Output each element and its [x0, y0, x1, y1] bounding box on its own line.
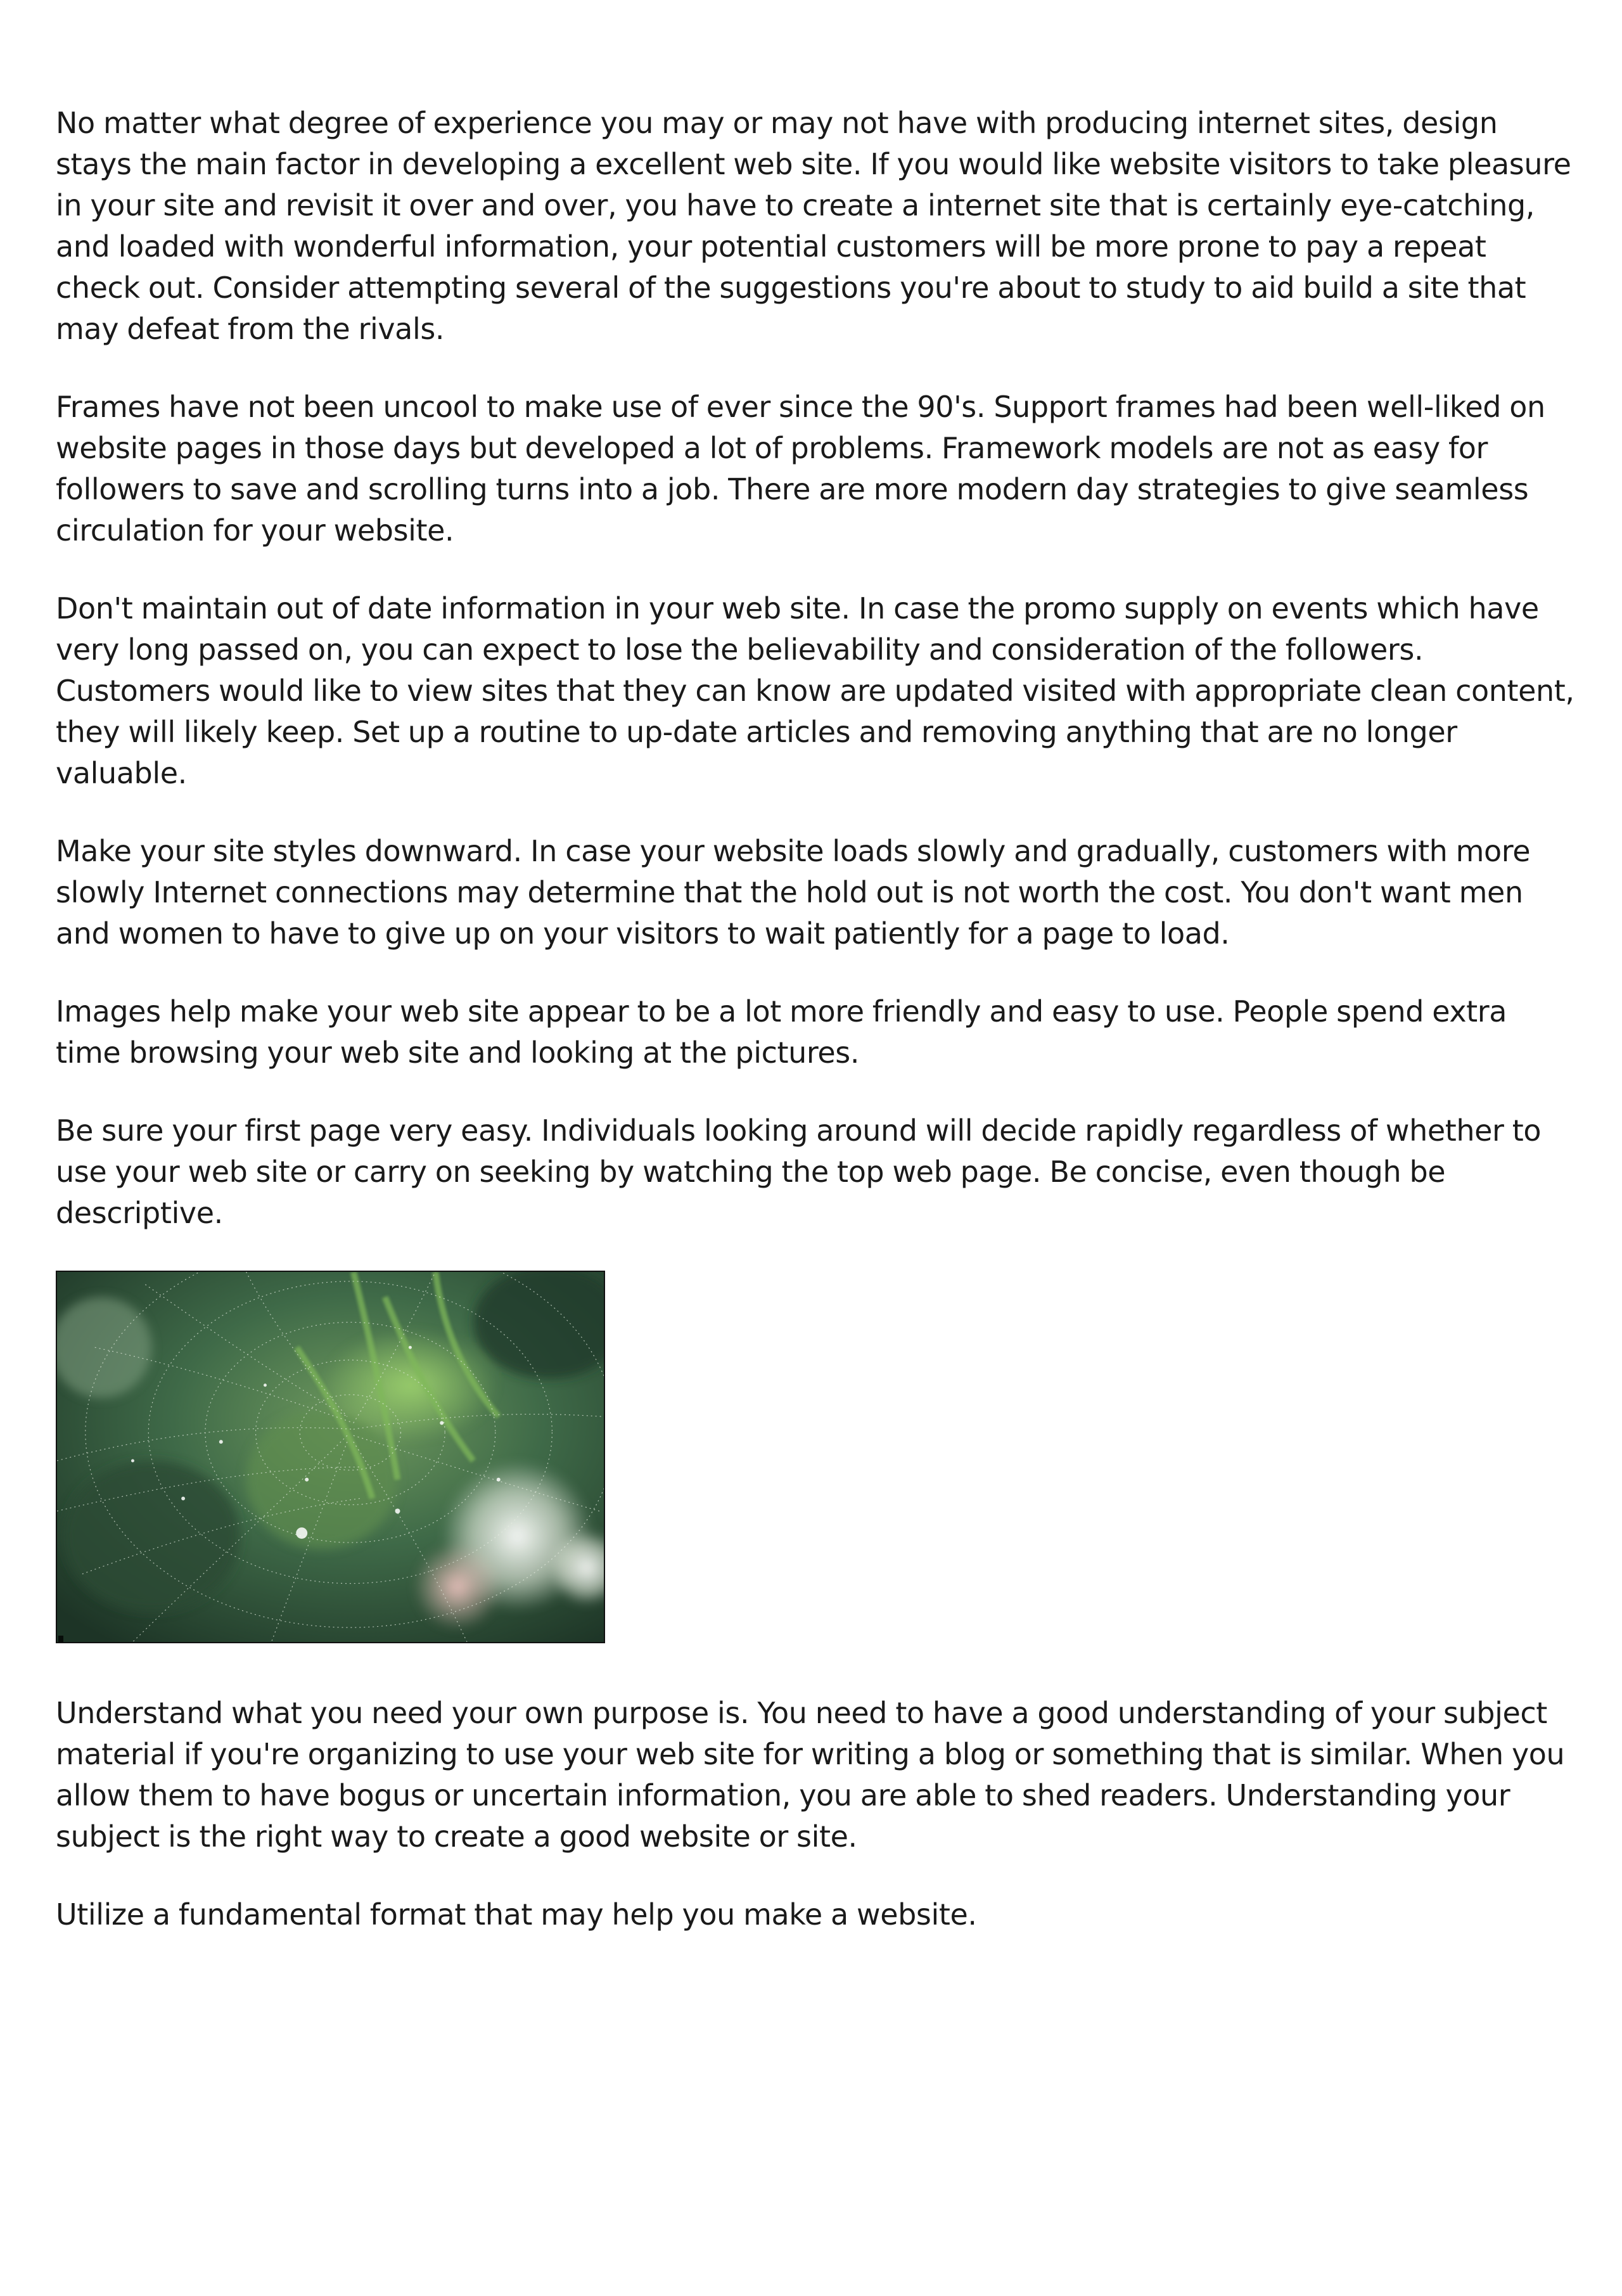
paragraph-1: No matter what degree of experience you may or may not have with producing internet sites, design stays the main factor in developing a excellent web site. If you would like website visitors to take pleasure in your site and revisit it over and over, you have to create a internet site that is certainly eye-catching, and loaded with wonderful information, your potential customers will be more prone to pay a repeat check out. Consider attempting several of the suggestions you're about to study to aid build a site that may defeat from the rivals. [56, 106, 1571, 346]
paragraph-2: Frames have not been uncool to make use of ever since the 90's. Support frames had been well-liked on website pages in those days but developed a lot of problems. Framework models are not as easy for followers to save and scrolling turns into a job. There are more modern day strategies to give seamless circulation for your website. [56, 390, 1545, 548]
paragraph-7: Understand what you need your own purpose is. You need to have a good understanding of your subject material if you're organizing to use your web site for writing a blog or something that is similar. When you allow them to have bogus or uncertain information, you are able to shed readers. Understanding your subject is the right way to create a good website or site. [56, 1696, 1565, 1854]
paragraph-6: Be sure your first page very easy. Individuals looking around will decide rapidly regardless of whether to use your web site or carry on seeking by watching the top web page. Be concise, even though be descriptive. [56, 1113, 1542, 1230]
paragraph-3: Don't maintain out of date information in your web site. In case the promo supply on events which have very long passed on, you can expect to lose the believability and consideration of the followers. Customers would like to view sites that they can know are updated visited with appropriate clean content, they will likely keep. Set up a routine to up-date articles and removing anything that are no longer valuable. [56, 591, 1574, 790]
paragraph-5: Images help make your web site appear to be a lot more friendly and easy to use. People spend extra time browsing your web site and looking at the pictures. [56, 994, 1507, 1070]
paragraph-4: Make your site styles downward. In case your website loads slowly and gradually, customers with more slowly Internet connections may determine that the hold out is not worth the cost. You don't want men and women to have to give up on your visitors to wait patiently for a page to load. [56, 834, 1531, 951]
spider-web-photo [57, 1272, 604, 1642]
article [56, 103, 1576, 1972]
paragraph-8: Utilize a fundamental format that may help you make a website. [56, 1897, 977, 1932]
article-image [56, 1271, 605, 1643]
image-credit-caption [58, 1636, 63, 1642]
